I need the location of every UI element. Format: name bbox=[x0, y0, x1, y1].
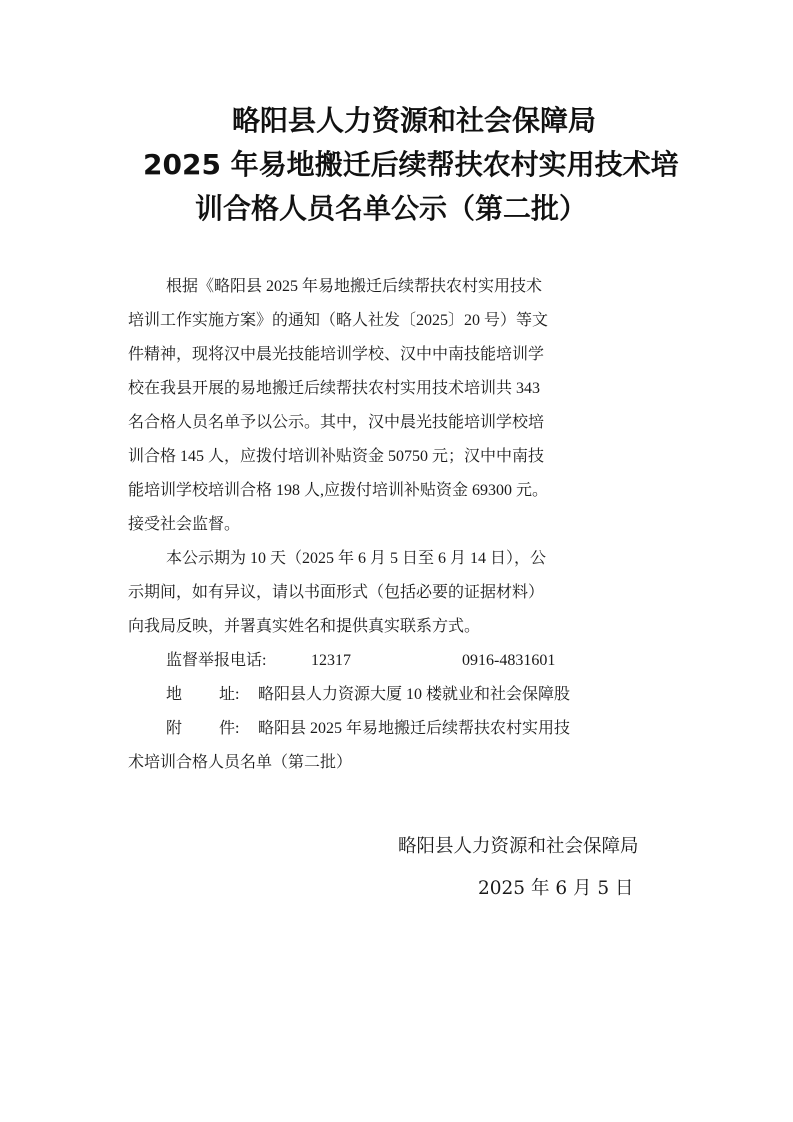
paragraph-1-line-7: 能培训学校培训合格 198 人,应拨付培训补贴资金 69300 元。 bbox=[128, 482, 549, 499]
phone-number-1: 12317 bbox=[311, 652, 351, 669]
attachment-value-line-1: 略阳县 2025 年易地搬迁后续帮扶农村实用技 bbox=[258, 720, 571, 737]
paragraph-1-line-2: 培训工作实施方案》的通知（略人社发〔2025〕20 号）等文 bbox=[128, 312, 549, 329]
address-label-char-2: 址: bbox=[219, 686, 240, 703]
paragraph-1-line-3: 件精神，现将汉中晨光技能培训学校、汉中中南技能培训学 bbox=[128, 346, 545, 363]
paragraph-1-line-5: 名合格人员名单予以公示。其中，汉中晨光技能培训学校培 bbox=[128, 414, 545, 431]
attachment-label-char-1: 附 bbox=[166, 720, 183, 737]
title-line-2: 2025 年易地搬迁后续帮扶农村实用技术培 bbox=[143, 148, 679, 181]
address-label-char-1: 地 bbox=[166, 686, 183, 703]
paragraph-2-line-2: 示期间，如有异议，请以书面形式（包括必要的证据材料） bbox=[128, 584, 545, 601]
paragraph-1-line-6: 训合格 145 人，应拨付培训补贴资金 50750 元；汉中中南技 bbox=[128, 448, 545, 465]
paragraph-1-line-8: 接受社会监督。 bbox=[128, 516, 241, 533]
paragraph-1-line-1: 根据《略阳县 2025 年易地搬迁后续帮扶农村实用技术 bbox=[166, 278, 543, 295]
title-line-1: 略阳县人力资源和社会保障局 bbox=[232, 104, 597, 137]
phone-label: 监督举报电话: bbox=[166, 652, 267, 669]
paragraph-1-line-4: 校在我县开展的易地搬迁后续帮扶农村实用技术培训共 343 bbox=[128, 380, 541, 397]
signature-date: 2025 年 6 月 5 日 bbox=[478, 878, 634, 899]
paragraph-2-line-3: 向我局反映，并署真实姓名和提供真实联系方式。 bbox=[128, 618, 481, 635]
phone-number-2: 0916-4831601 bbox=[462, 652, 556, 669]
signature-organization: 略阳县人力资源和社会保障局 bbox=[398, 836, 639, 857]
title-line-3: 训合格人员名单公示（第二批） bbox=[195, 192, 588, 225]
attachment-value-line-2: 术培训合格人员名单（第二批） bbox=[128, 754, 353, 771]
attachment-label-char-2: 件: bbox=[219, 720, 240, 737]
paragraph-2-line-1: 本公示期为 10 天（2025 年 6 月 5 日至 6 月 14 日），公 bbox=[166, 550, 547, 567]
address-value: 略阳县人力资源大厦 10 楼就业和社会保障股 bbox=[258, 686, 571, 703]
